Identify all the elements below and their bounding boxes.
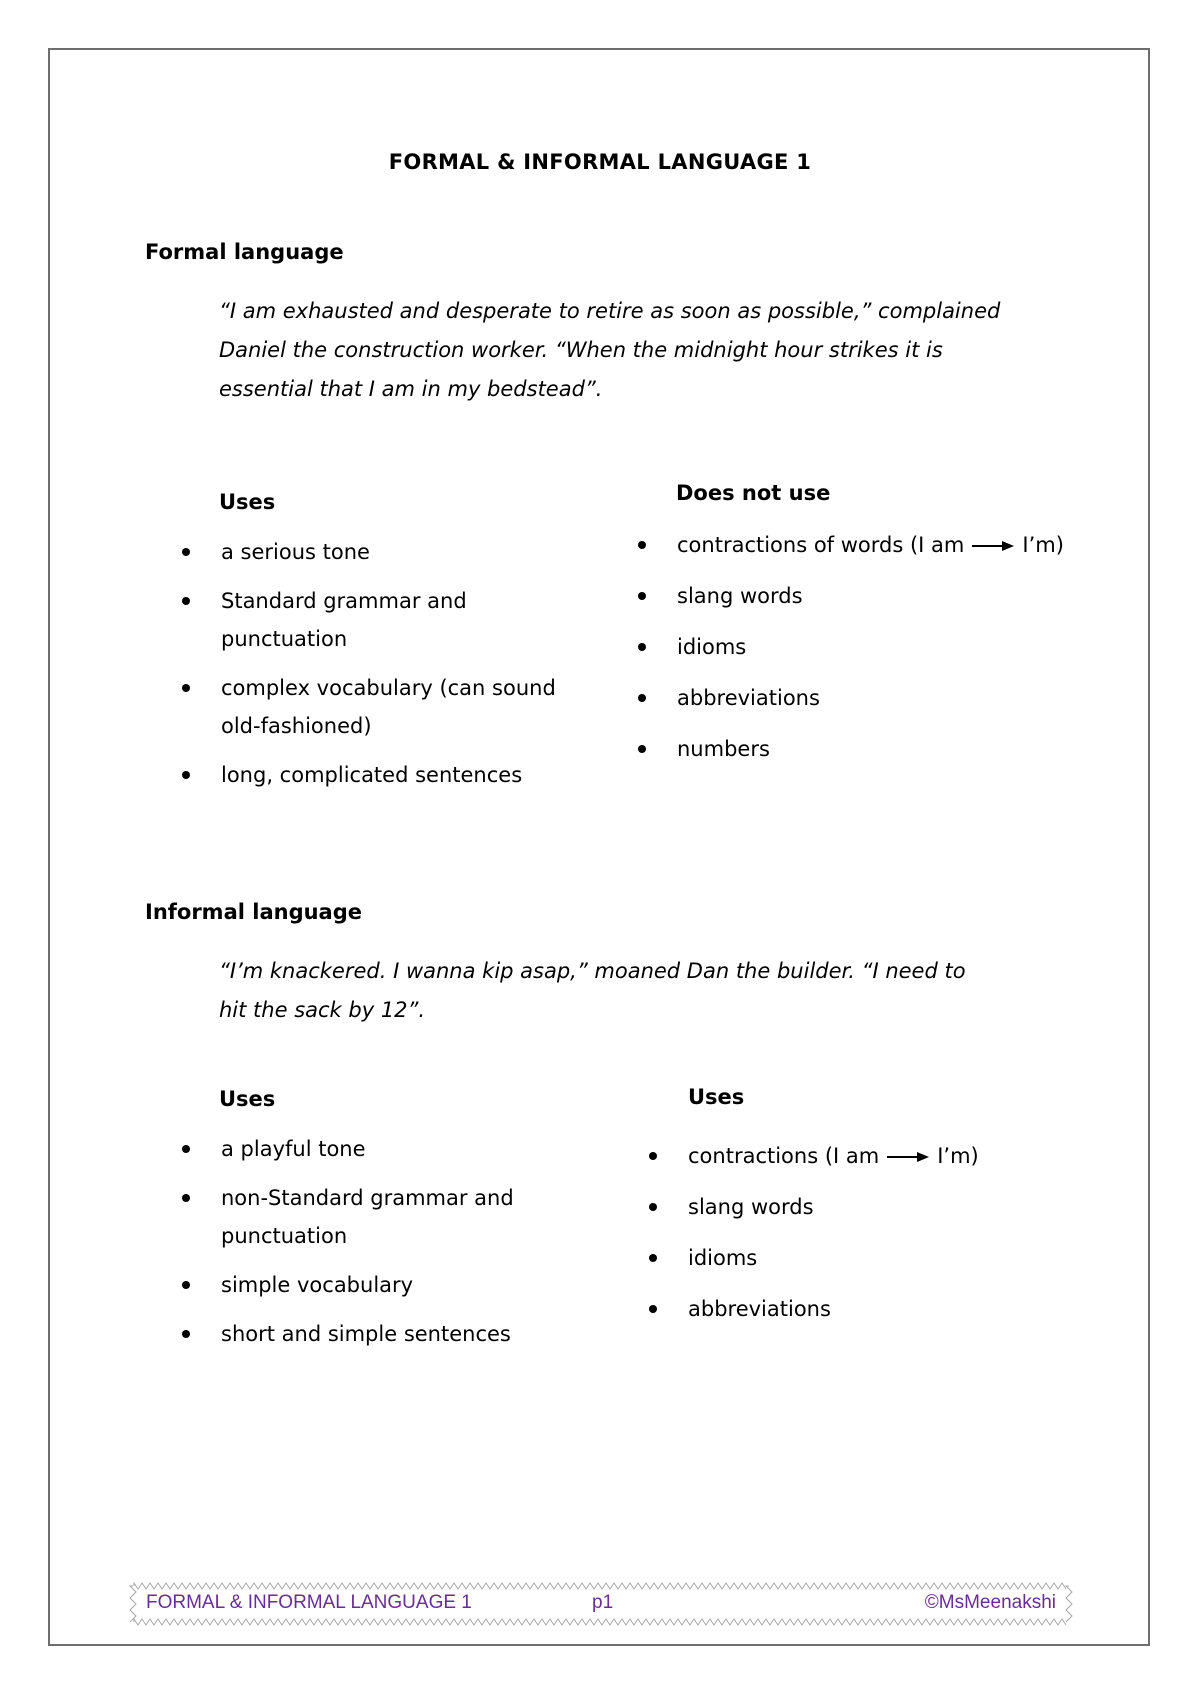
contraction-suffix: I’m) xyxy=(937,1144,979,1168)
list-item: a serious tone xyxy=(182,533,582,571)
informal-uses-left-list xyxy=(182,1130,602,1353)
formal-does-not-use-list xyxy=(638,526,1118,768)
informal-quote-line: hit the sack by 12”. xyxy=(219,998,426,1022)
contraction-prefix: contractions (I am xyxy=(688,1144,880,1168)
footer-copyright: ©MsMeenakshi xyxy=(924,1592,1056,1613)
list-item: idioms xyxy=(638,628,1118,666)
list-item: Standard grammar and punctuation xyxy=(182,582,582,658)
formal-quote-line: “I am exhausted and desperate to retire as soon as possible,” complained xyxy=(219,299,1001,323)
contraction-suffix: I’m) xyxy=(1022,533,1064,557)
page-border xyxy=(48,48,1150,1646)
list-item: idioms xyxy=(649,1239,1089,1277)
formal-uses-heading: Uses xyxy=(219,490,276,514)
list-item: non-Standard grammar and punctuation xyxy=(182,1179,602,1255)
zigzag-line xyxy=(1066,1586,1072,1622)
formal-quote-line: essential that I am in my bedstead”. xyxy=(219,377,603,401)
contraction-prefix: contractions of words (I am xyxy=(677,533,965,557)
informal-quote xyxy=(219,952,1089,1030)
list-item: abbreviations xyxy=(649,1290,1089,1328)
footer-page-number: p1 xyxy=(592,1592,614,1613)
list-item: slang words xyxy=(638,577,1118,615)
formal-quote xyxy=(219,292,1089,409)
list-item: numbers xyxy=(638,730,1118,768)
page-title: FORMAL & INFORMAL LANGUAGE 1 xyxy=(388,150,812,174)
list-item: short and simple sentences xyxy=(182,1315,602,1353)
formal-heading: Formal language xyxy=(145,240,344,264)
list-item: abbreviations xyxy=(638,679,1118,717)
informal-uses-right-list xyxy=(649,1137,1089,1328)
zigzag-line xyxy=(130,1586,136,1622)
list-item xyxy=(649,1137,1089,1175)
informal-heading: Informal language xyxy=(145,900,362,924)
footer-title: FORMAL & INFORMAL LANGUAGE 1 xyxy=(146,1592,472,1613)
list-item: simple vocabulary xyxy=(182,1266,602,1304)
arrow-right-icon xyxy=(972,539,1014,553)
list-item xyxy=(638,526,1118,564)
arrow-right-icon xyxy=(887,1150,929,1164)
formal-quote-line: Daniel the construction worker. “When the midnight hour strikes it is xyxy=(219,338,943,362)
list-item: a playful tone xyxy=(182,1130,602,1168)
zigzag-line xyxy=(134,1583,1066,1589)
list-item: long, complicated sentences xyxy=(182,756,582,794)
informal-uses-left-heading: Uses xyxy=(219,1087,276,1111)
formal-uses-list xyxy=(182,533,582,794)
zigzag-line xyxy=(134,1619,1066,1625)
list-item: slang words xyxy=(649,1188,1089,1226)
formal-does-not-use-heading: Does not use xyxy=(676,481,831,505)
informal-uses-right-heading: Uses xyxy=(688,1085,745,1109)
list-item: complex vocabulary (can sound old-fashioned) xyxy=(182,669,582,745)
informal-quote-line: “I’m knackered. I wanna kip asap,” moaned Dan the builder. “I need to xyxy=(219,959,966,983)
page-footer xyxy=(128,1582,1074,1626)
